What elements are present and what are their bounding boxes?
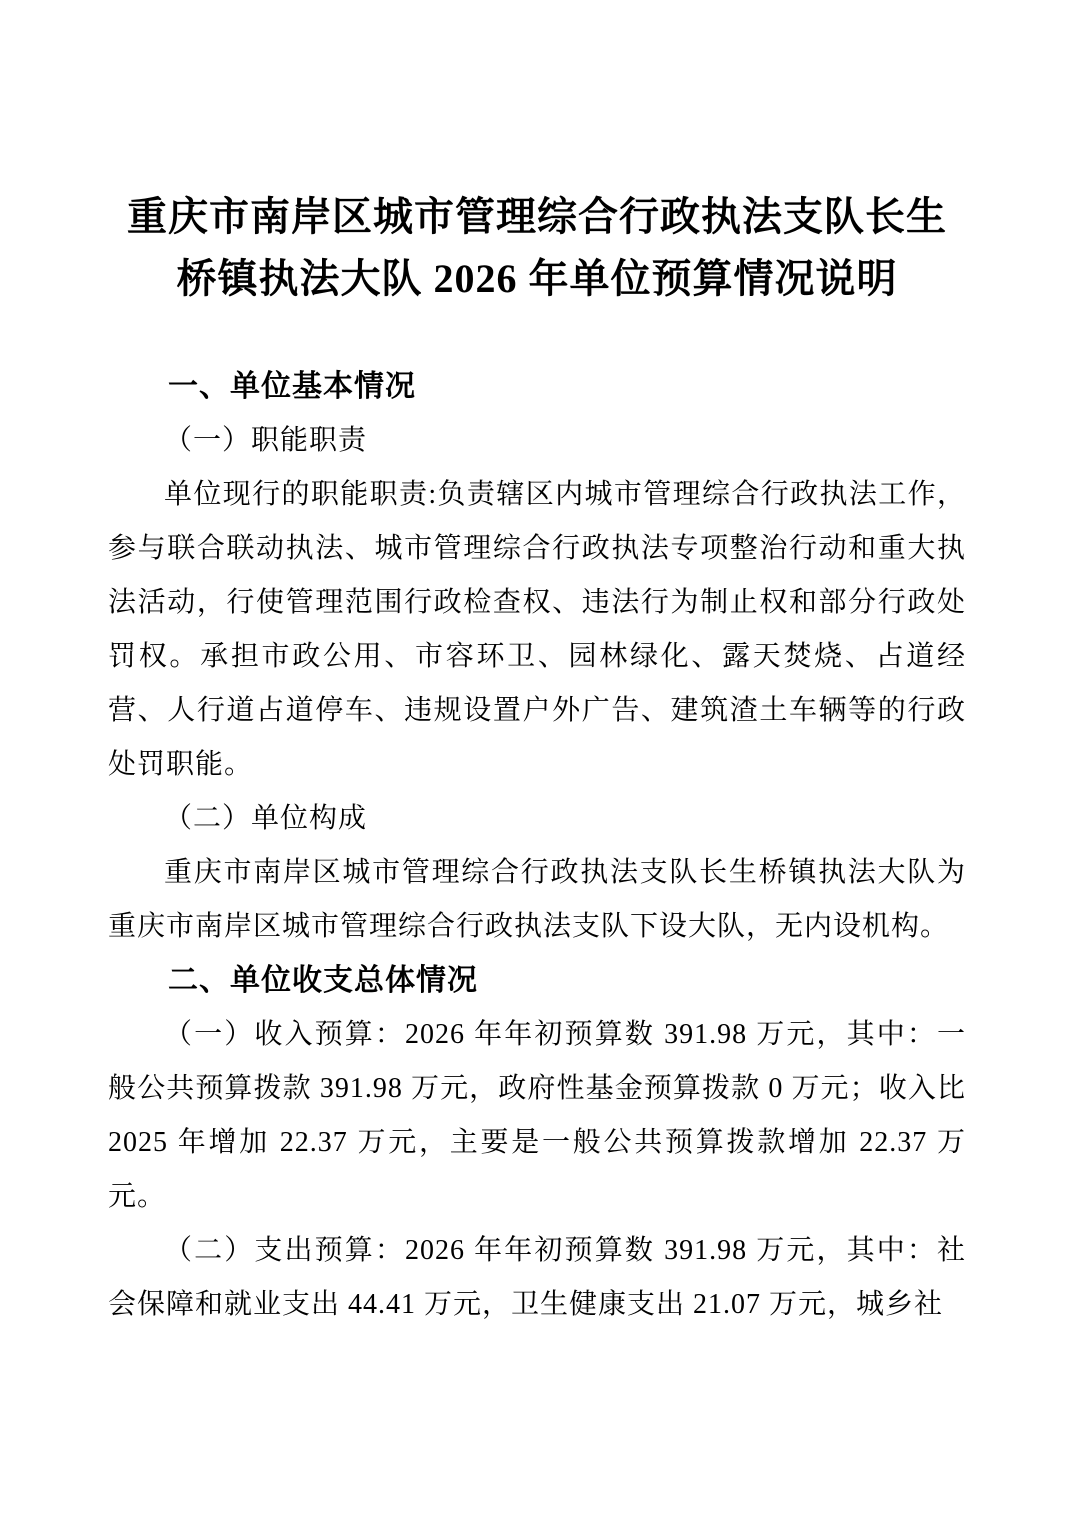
paragraph-duties: 单位现行的职能职责:负责辖区内城市管理综合行政执法工作，参与联合联动执法、城市管理综合行政执法专项整治行动和重大执法活动，行使管理范围行政检查权、违法行为制止权和部分行政处罚权。承担市政公用、市容环卫、园林绿化、露天焚烧、占道经营、人行道占道停车、违规设置户外广告、建筑渣土车辆等的行政处罚职能。 <box>108 479 966 780</box>
document-title-line-1: 重庆市南岸区城市管理综合行政执法支队长生 <box>127 194 947 239</box>
document-title <box>108 186 966 310</box>
paragraph-income-budget: （一）收入预算：2026 年年初预算数 391.98 万元，其中：一般公共预算拨款 391.98 万元，政府性基金预算拨款 0 万元；收入比 2025 年增加 22.37 万元，主要是一般公共预算拨款增加 22.37 万元。 <box>108 1019 966 1212</box>
document-title-line-2: 桥镇执法大队 2026 年单位预算情况说明 <box>176 256 898 301</box>
paragraph-composition: 重庆市南岸区城市管理综合行政执法支队长生桥镇执法大队为重庆市南岸区城市管理综合行政执法支队下设大队，无内设机构。 <box>108 857 966 942</box>
sub-heading-composition: （二）单位构成 <box>164 803 368 834</box>
sub-heading-duties: （一）职能职责 <box>164 425 368 456</box>
document-body <box>108 360 966 1332</box>
section-heading-revenue-expenditure: 二、单位收支总体情况 <box>168 964 478 997</box>
section-heading-basic-info: 一、单位基本情况 <box>168 370 416 403</box>
paragraph-expenditure-budget: （二）支出预算：2026 年年初预算数 391.98 万元，其中：社会保障和就业支出 44.41 万元，卫生健康支出 21.07 万元，城乡社 <box>108 1235 966 1320</box>
